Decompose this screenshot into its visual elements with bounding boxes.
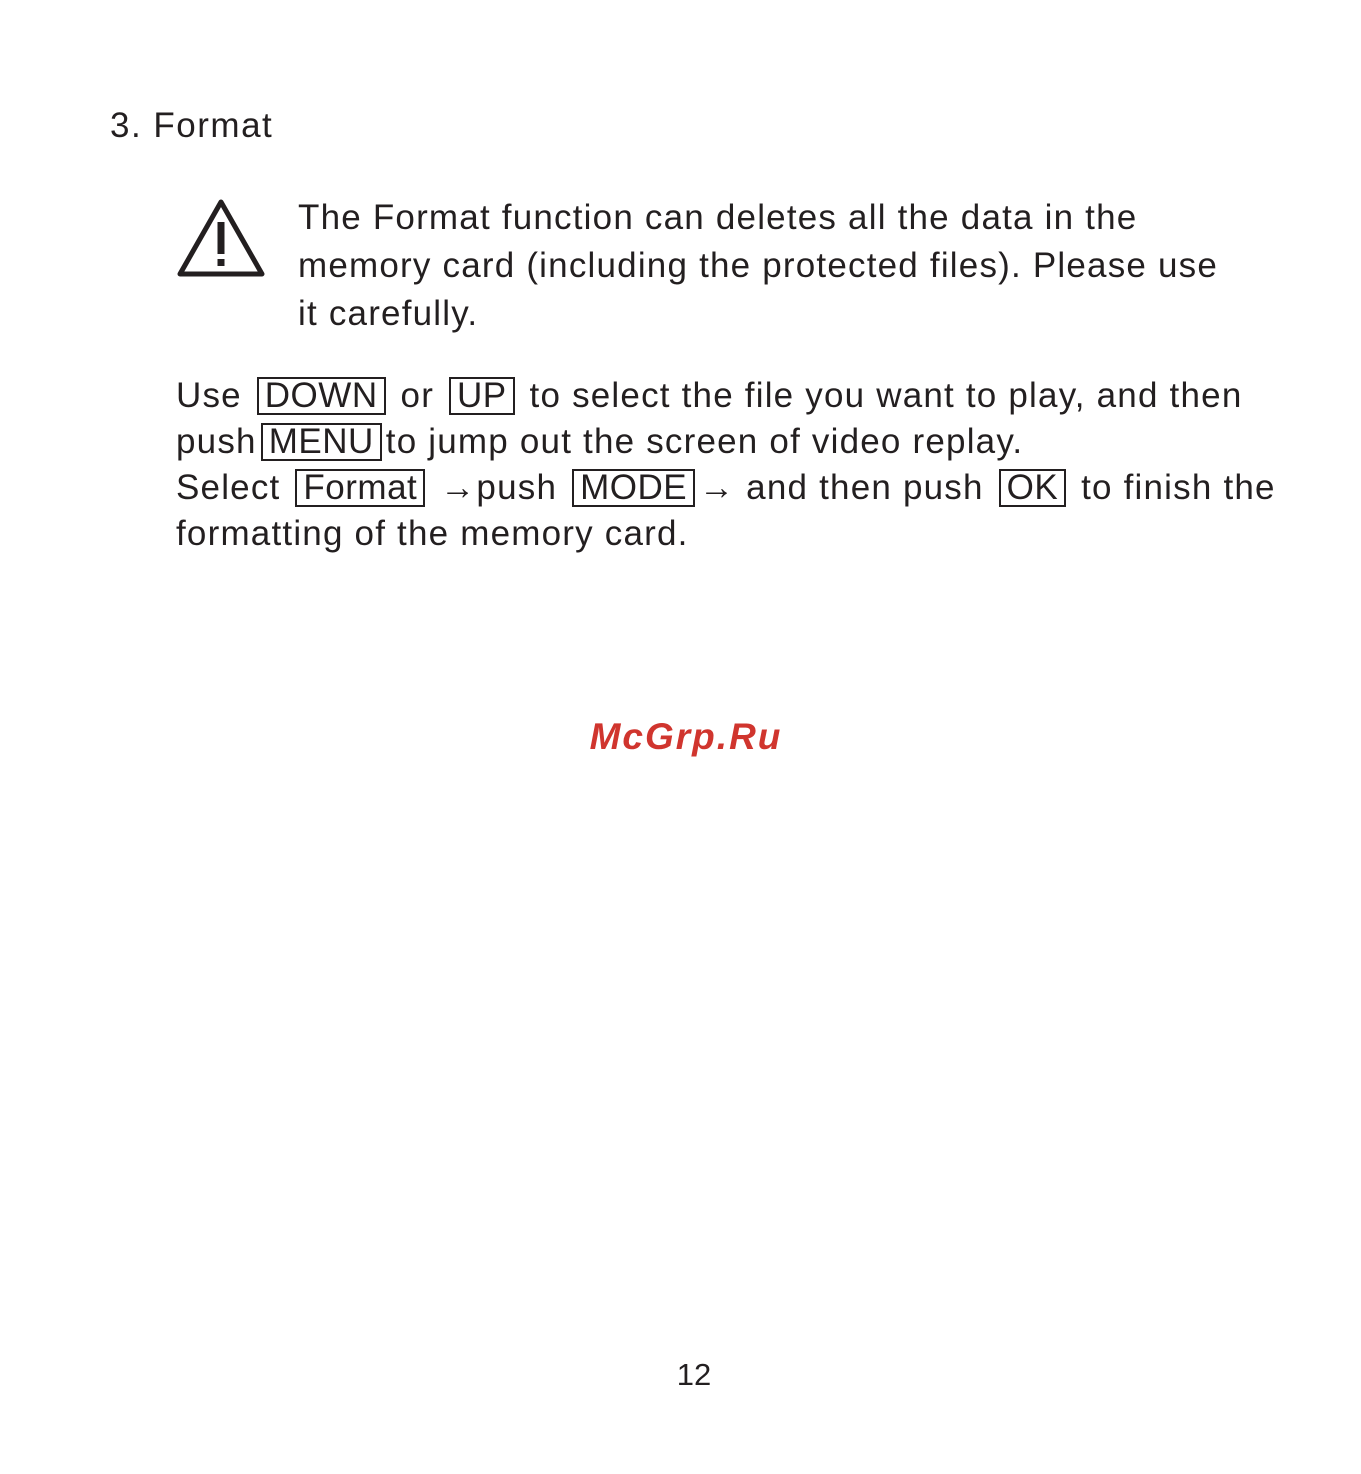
instruction-text: to finish the: [1070, 468, 1276, 507]
instruction-text: to jump out the screen of video replay.: [385, 422, 1024, 461]
instruction-text: push: [176, 422, 257, 461]
instruction-line-2: [176, 419, 1336, 465]
instruction-text: or: [400, 376, 435, 415]
warning-line-2: memory card (including the protected files). Please use: [298, 246, 1219, 285]
instruction-text: to select the file you want to play, and then: [518, 376, 1243, 415]
warning-text: [298, 194, 1298, 338]
instructions: [176, 373, 1336, 557]
instruction-text: Use: [176, 376, 242, 415]
instruction-line-1: [176, 373, 1336, 419]
instruction-line-3: [176, 465, 1336, 511]
key-ok: OK: [999, 469, 1067, 507]
instruction-line-4: formatting of the memory card.: [176, 514, 689, 553]
instruction-text: Select: [176, 468, 281, 507]
section-heading: 3. Format: [110, 106, 274, 145]
instruction-text: → and then push: [699, 468, 984, 507]
watermark: McGrp.Ru: [589, 716, 783, 757]
warning-line-1: The Format function can deletes all the data in the: [298, 198, 1138, 237]
warning-line-3: it carefully.: [298, 294, 479, 333]
page-number: 12: [676, 1357, 712, 1392]
instruction-text: →push: [440, 468, 558, 507]
key-format: Format: [295, 469, 425, 507]
key-up: UP: [449, 377, 515, 415]
key-down: DOWN: [257, 377, 386, 415]
key-mode: MODE: [572, 469, 695, 507]
warning-triangle-icon: [176, 196, 266, 278]
key-menu: MENU: [261, 423, 382, 461]
